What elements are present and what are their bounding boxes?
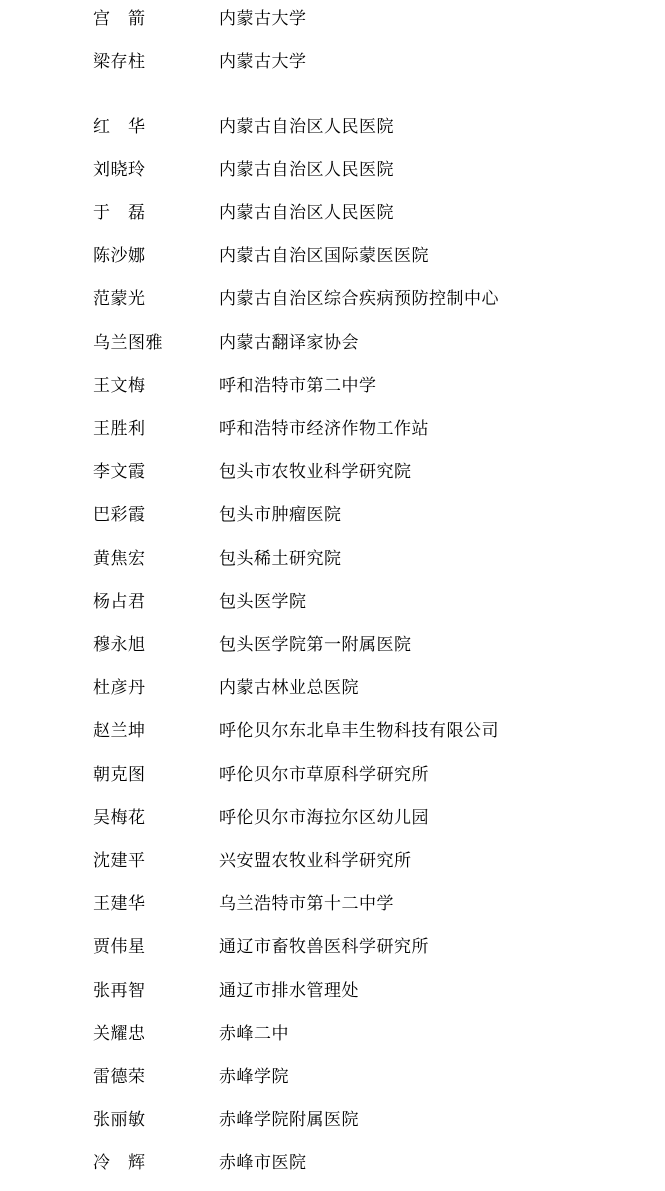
organization: 内蒙古自治区综合疾病预防控制中心 xyxy=(219,289,499,309)
organization: 包头市农牧业科学研究院 xyxy=(219,462,412,482)
person-name: 张丽敏 xyxy=(93,1110,146,1130)
organization: 赤峰二中 xyxy=(219,1024,289,1044)
list-item xyxy=(0,500,665,530)
organization: 通辽市畜牧兽医科学研究所 xyxy=(219,937,429,957)
person-name: 范蒙光 xyxy=(93,289,146,309)
person-name: 杨占君 xyxy=(93,592,146,612)
list-item xyxy=(0,716,665,746)
person-name: 巴彩霞 xyxy=(93,505,146,525)
organization: 呼和浩特市经济作物工作站 xyxy=(219,419,429,439)
person-name: 刘晓玲 xyxy=(93,160,146,180)
person-name: 吴梅花 xyxy=(93,808,146,828)
person-name: 雷德荣 xyxy=(93,1067,146,1087)
organization: 包头稀土研究院 xyxy=(219,549,342,569)
list-item xyxy=(0,112,665,142)
list-item xyxy=(0,760,665,790)
person-name: 关耀忠 xyxy=(93,1024,146,1044)
organization: 内蒙古自治区人民医院 xyxy=(219,203,394,223)
organization: 呼伦贝尔东北阜丰生物科技有限公司 xyxy=(219,721,499,741)
organization: 内蒙古自治区人民医院 xyxy=(219,117,394,137)
person-name: 红 华 xyxy=(93,117,146,137)
organization: 赤峰学院 xyxy=(219,1067,289,1087)
list-item xyxy=(0,414,665,444)
person-name: 梁存柱 xyxy=(93,52,146,72)
person-name: 黄焦宏 xyxy=(93,549,146,569)
list-item xyxy=(0,1105,665,1135)
organization: 内蒙古林业总医院 xyxy=(219,678,359,698)
organization: 赤峰学院附属医院 xyxy=(219,1110,359,1130)
person-name: 赵兰坤 xyxy=(93,721,146,741)
person-name: 陈沙娜 xyxy=(93,246,146,266)
list-item xyxy=(0,1148,665,1178)
person-name: 于 磊 xyxy=(93,203,146,223)
list-item xyxy=(0,4,665,34)
organization: 内蒙古大学 xyxy=(219,52,307,72)
list-item xyxy=(0,932,665,962)
list-item xyxy=(0,976,665,1006)
list-item xyxy=(0,1062,665,1092)
organization: 内蒙古自治区国际蒙医医院 xyxy=(219,246,429,266)
person-name: 张再智 xyxy=(93,981,146,1001)
person-name: 杜彦丹 xyxy=(93,678,146,698)
person-name: 穆永旭 xyxy=(93,635,146,655)
list-item xyxy=(0,155,665,185)
list-item xyxy=(0,889,665,919)
list-item xyxy=(0,846,665,876)
list-item xyxy=(0,198,665,228)
person-name: 沈建平 xyxy=(93,851,146,871)
organization: 呼和浩特市第二中学 xyxy=(219,376,377,396)
organization: 赤峰市医院 xyxy=(219,1153,307,1173)
person-name: 贾伟星 xyxy=(93,937,146,957)
organization: 兴安盟农牧业科学研究所 xyxy=(219,851,412,871)
person-name: 王胜利 xyxy=(93,419,146,439)
organization: 包头医学院 xyxy=(219,592,307,612)
person-name: 王建华 xyxy=(93,894,146,914)
list-item xyxy=(0,803,665,833)
person-name: 朝克图 xyxy=(93,765,146,785)
list-item xyxy=(0,284,665,314)
list-item xyxy=(0,544,665,574)
list-item xyxy=(0,241,665,271)
person-name: 李文霞 xyxy=(93,462,146,482)
organization: 内蒙古自治区人民医院 xyxy=(219,160,394,180)
person-name: 冷 辉 xyxy=(93,1153,146,1173)
list-item xyxy=(0,673,665,703)
person-name: 乌兰图雅 xyxy=(93,333,163,353)
organization: 乌兰浩特市第十二中学 xyxy=(219,894,394,914)
list-item xyxy=(0,1019,665,1049)
person-name: 王文梅 xyxy=(93,376,146,396)
organization: 呼伦贝尔市草原科学研究所 xyxy=(219,765,429,785)
organization: 内蒙古翻译家协会 xyxy=(219,333,359,353)
organization: 呼伦贝尔市海拉尔区幼儿园 xyxy=(219,808,429,828)
list-item xyxy=(0,457,665,487)
list-item xyxy=(0,328,665,358)
list-item xyxy=(0,587,665,617)
person-name: 宫 箭 xyxy=(93,9,146,29)
list-item xyxy=(0,371,665,401)
organization: 包头医学院第一附属医院 xyxy=(219,635,412,655)
list-item xyxy=(0,630,665,660)
organization: 通辽市排水管理处 xyxy=(219,981,359,1001)
organization: 内蒙古大学 xyxy=(219,9,307,29)
organization: 包头市肿瘤医院 xyxy=(219,505,342,525)
list-item xyxy=(0,47,665,77)
